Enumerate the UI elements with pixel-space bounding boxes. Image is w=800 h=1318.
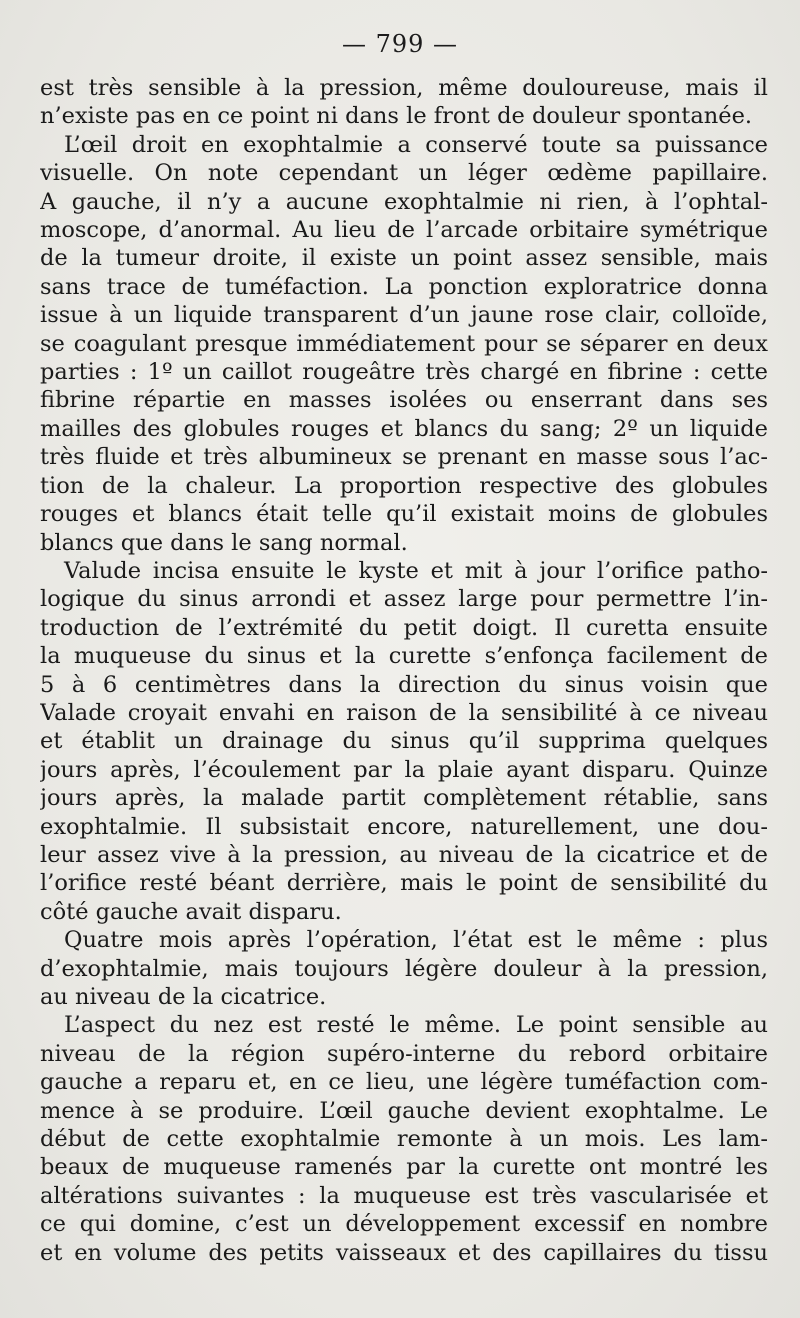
page-number: — 799 — (341, 30, 459, 58)
paragraph (40, 926, 768, 1011)
text-line: mailles des globules rouges et blancs du sang; 2º un liquide (40, 415, 768, 442)
text-line: jours après, la malade partit complètement rétablie, sans (40, 785, 768, 812)
text-line: visuelle. On note cependant un léger œdème papillaire. (40, 160, 768, 187)
text-line: L’œil droit en exophtalmie a conservé toute sa puissance (64, 131, 768, 158)
text-line: leur assez vive à la pression, au niveau de la cicatrice et de (40, 841, 768, 868)
text-line: beaux de muqueuse ramenés par la curette ont montré les (40, 1154, 768, 1181)
text-line: mence à se produire. L’œil gauche devient exophtalme. Le (40, 1097, 768, 1124)
text-line: côté gauche avait disparu. (40, 898, 342, 925)
text-line: est très sensible à la pression, même douloureuse, mais il (40, 75, 768, 101)
text-line: d’exophtalmie, mais toujours légère douleur à la pression, (40, 955, 768, 982)
text-line: issue à un liquide transparent d’un jaune rose clair, colloïde, (40, 302, 768, 329)
text-line: parties : 1º un caillot rougeâtre très chargé en fibrine : cette (40, 359, 768, 386)
text-line: sans trace de tuméfaction. La ponction exploratrice donna (40, 273, 768, 300)
text-line: jours après, l’écoulement par la plaie ayant disparu. Quinze (40, 756, 768, 783)
text-line: niveau de la région supéro-interne du rebord orbitaire (40, 1040, 768, 1067)
text-line: A gauche, il n’y a aucune exophtalmie ni rien, à l’ophtal- (40, 188, 768, 215)
paragraph (40, 131, 768, 557)
text-line: et en volume des petits vaisseaux et des capillaires du tissu (40, 1239, 768, 1266)
text-line: tion de la chaleur. La proportion respective des globules (40, 472, 768, 499)
text-line: Valade croyait envahi en raison de la sensibilité à ce niveau (40, 699, 768, 726)
text-line: L’aspect du nez est resté le même. Le point sensible au (64, 1012, 768, 1039)
text-line: la muqueuse du sinus et la curette s’enfonça facilement de (40, 643, 768, 670)
text-line: blancs que dans le sang normal. (40, 529, 408, 556)
text-line: de la tumeur droite, il existe un point assez sensible, mais (40, 245, 768, 272)
text-line: ce qui domine, c’est un développement excessif en nombre (40, 1211, 768, 1238)
text-line: exophtalmie. Il subsistait encore, naturellement, une dou- (40, 813, 768, 840)
paragraph (40, 74, 768, 131)
text-line: troduction de l’extrémité du petit doigt. Il curetta ensuite (40, 614, 768, 641)
text-line: au niveau de la cicatrice. (40, 984, 327, 1010)
paragraph (40, 1011, 768, 1267)
text-line: Quatre mois après l’opération, l’état est le même : plus (64, 927, 768, 954)
text-line: gauche a reparu et, en ce lieu, une légère tuméfaction com- (40, 1069, 768, 1096)
body-text (40, 74, 768, 1267)
text-line: Valude incisa ensuite le kyste et mit à jour l’orifice patho- (64, 557, 768, 584)
text-line: très fluide et très albumineux se prenant en masse sous l’ac- (40, 444, 768, 471)
text-line: se coagulant presque immédiatement pour se séparer en deux (40, 330, 768, 357)
paragraph (40, 557, 768, 926)
text-line: rouges et blancs était telle qu’il existait moins de globules (40, 501, 768, 528)
text-line: l’orifice resté béant derrière, mais le point de sensibilité du (40, 870, 768, 897)
text-line: et établit un drainage du sinus qu’il supprima quelques (40, 728, 768, 755)
text-line: fibrine répartie en masses isolées ou enserrant dans ses (40, 387, 768, 414)
text-line: 5 à 6 centimètres dans la direction du sinus voisin que (40, 671, 768, 698)
text-line: moscope, d’anormal. Au lieu de l’arcade orbitaire symétrique (40, 217, 768, 244)
text-line: altérations suivantes : la muqueuse est très vascularisée et (40, 1182, 768, 1209)
text-line: logique du sinus arrondi et assez large pour permettre l’in- (40, 586, 768, 613)
text-line: n’existe pas en ce point ni dans le front de douleur spontanée. (40, 103, 753, 130)
text-line: début de cette exophtalmie remonte à un mois. Les lam- (40, 1126, 768, 1153)
